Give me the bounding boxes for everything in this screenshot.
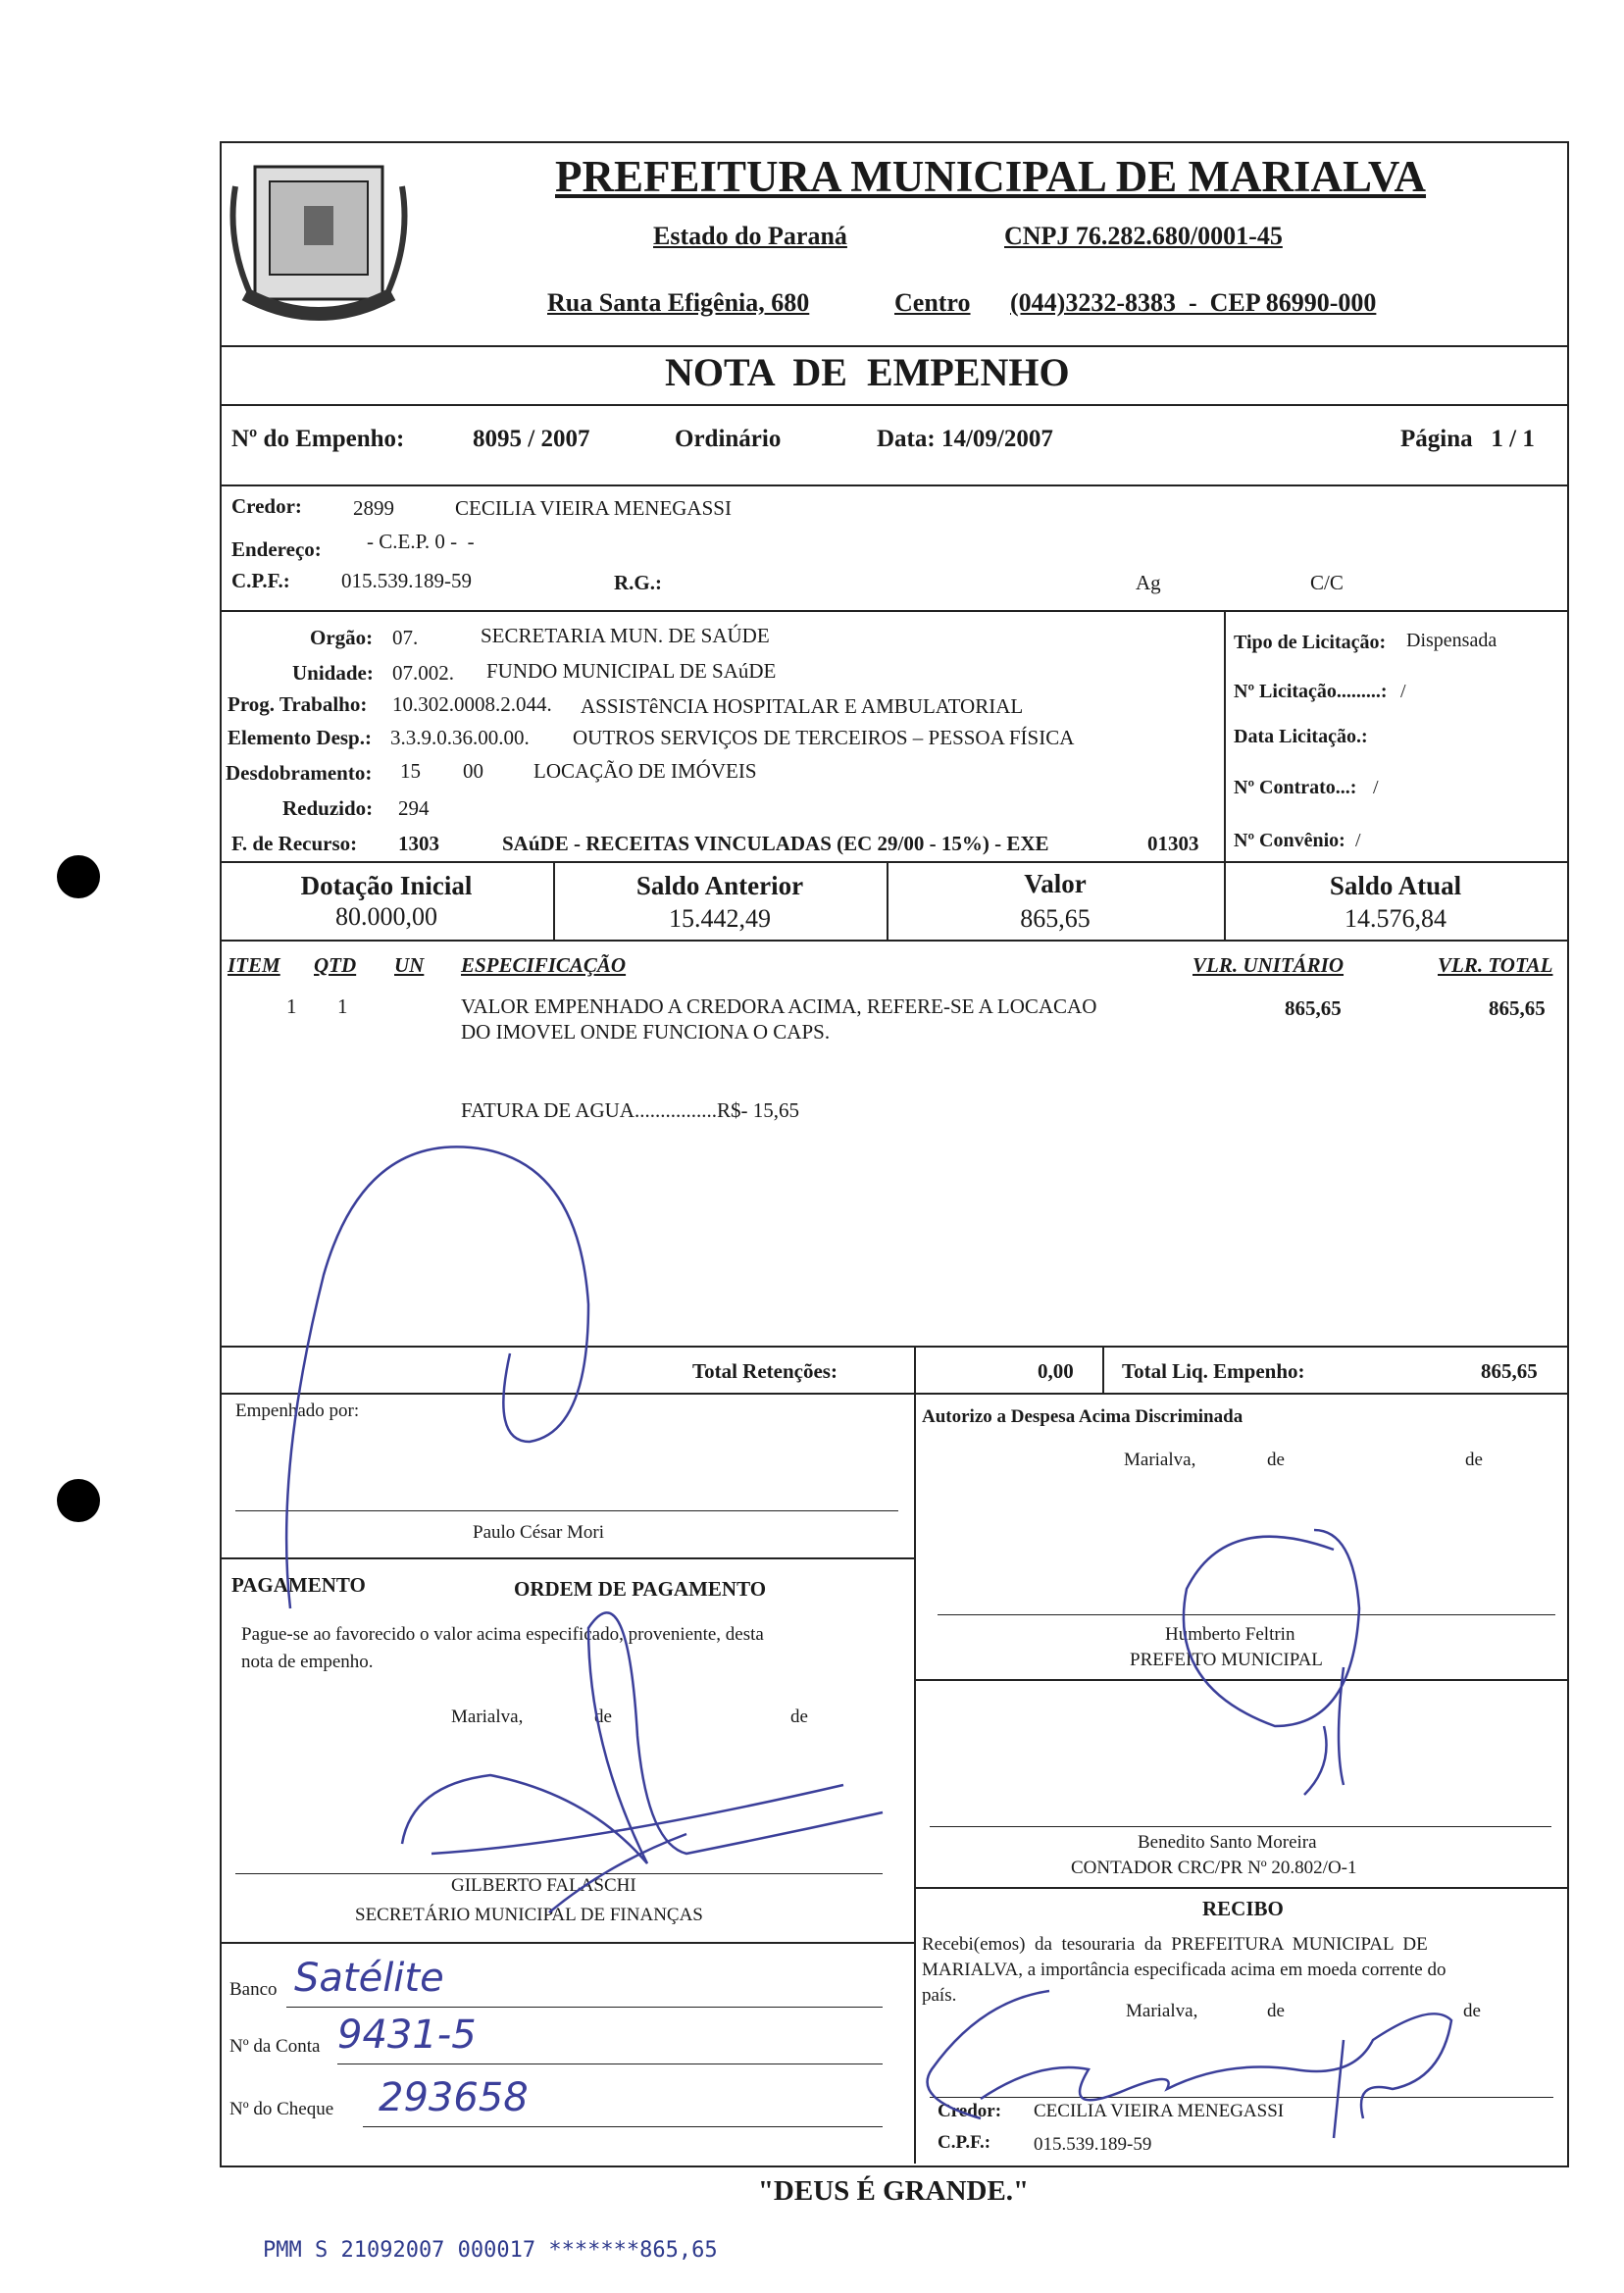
- tipo-licitacao-value: Dispensada: [1406, 630, 1497, 651]
- recibo-cpf-label: C.P.F.:: [938, 2132, 991, 2153]
- desdobramento-code: 15: [400, 759, 421, 783]
- liq-empenho-label: Total Liq. Empenho:: [1122, 1359, 1305, 1383]
- bank-stamp: PMM S 21092007 000017 *******865,65: [263, 2238, 718, 2263]
- autorizo-label: Autorizo a Despesa Acima Discriminada: [922, 1406, 1243, 1427]
- recibo-text-line-2: MARIALVA, a importância especificada acima em moeda corrente do: [922, 1960, 1446, 1980]
- desdobramento-label: Desdobramento:: [226, 761, 373, 785]
- autorizo-de-2: de: [1465, 1450, 1483, 1470]
- item-unit-value: 865,65: [1285, 996, 1342, 1020]
- header-state: Estado do Paraná: [653, 222, 847, 250]
- cheque-value: 293658: [379, 2075, 529, 2120]
- convenio-value: /: [1355, 830, 1361, 851]
- pagamento-label: PAGAMENTO: [231, 1573, 366, 1597]
- saldo-anterior-label: Saldo Anterior: [635, 871, 804, 900]
- pague-text-line-2: nota de empenho.: [241, 1652, 374, 1672]
- conta-label: Nº da Conta: [229, 2036, 321, 2057]
- recibo-text-line-3: país.: [922, 1985, 957, 2006]
- document-title: NOTA DE EMPENHO: [665, 350, 1070, 394]
- banco-label: Banco: [229, 1979, 278, 2000]
- ag-label: Ag: [1136, 571, 1161, 594]
- col-header-qtd: QTD: [314, 953, 357, 977]
- signature-credor: [928, 1991, 1451, 2138]
- valor-label: Valor: [1024, 869, 1087, 898]
- motto: "DEUS É GRANDE.": [757, 2175, 1030, 2207]
- saldo-anterior-value: 15.442,49: [669, 904, 771, 933]
- fonte-sub: 01303: [1147, 832, 1199, 855]
- prog-label: Prog. Trabalho:: [228, 692, 368, 716]
- header-address: Rua Santa Efigênia, 680: [547, 288, 810, 317]
- item-qty: 1: [337, 994, 348, 1018]
- convenio-label: Nº Convênio:: [1234, 830, 1345, 851]
- dotacao-label: Dotação Inicial: [300, 871, 473, 900]
- recibo-credor-label: Credor:: [938, 2101, 1002, 2121]
- num-licitacao-value: /: [1400, 681, 1406, 702]
- ordem-pagamento-label: ORDEM DE PAGAMENTO: [514, 1577, 767, 1601]
- cheque-label: Nº do Cheque: [229, 2099, 334, 2119]
- num-licitacao-label: Nº Licitação.........:: [1234, 681, 1388, 702]
- credor-code: 2899: [353, 496, 394, 520]
- autorizo-de-1: de: [1267, 1450, 1285, 1470]
- rg-label: R.G.:: [614, 571, 662, 594]
- unidade-name: FUNDO MUNICIPAL DE SAúDE: [486, 659, 777, 683]
- item-total-value: 865,65: [1489, 996, 1546, 1020]
- secretario-title: SECRETÁRIO MUNICIPAL DE FINANÇAS: [355, 1905, 703, 1925]
- prog-name: ASSISTêNCIA HOSPITALAR E AMBULATORIAL: [581, 694, 1024, 718]
- item-spec-line-3: FATURA DE AGUA................R$- 15,65: [461, 1098, 799, 1122]
- payment-city: Marialva,: [451, 1707, 524, 1727]
- col-header-un: UN: [394, 953, 425, 977]
- conta-value: 9431-5: [337, 2013, 477, 2058]
- empenhado-por-label: Empenhado por:: [235, 1401, 360, 1421]
- saldo-atual-value: 14.576,84: [1345, 904, 1446, 933]
- contador-title: CONTADOR CRC/PR Nº 20.802/O-1: [1071, 1858, 1357, 1878]
- cpf-value: 015.539.189-59: [341, 569, 472, 592]
- unidade-label: Unidade:: [292, 661, 374, 685]
- signature-prefeito: [1184, 1530, 1359, 1795]
- desdobramento-sub: 00: [463, 759, 483, 783]
- payment-de-2: de: [790, 1707, 808, 1727]
- contador-name: Benedito Santo Moreira: [1138, 1832, 1317, 1853]
- elemento-code: 3.3.9.0.36.00.00.: [390, 726, 530, 749]
- empenho-date: Data: 14/09/2007: [877, 426, 1053, 452]
- saldo-atual-label: Saldo Atual: [1329, 871, 1462, 900]
- credor-label: Credor:: [231, 494, 302, 518]
- signature-empenhado: [286, 1146, 588, 1608]
- orgao-label: Orgão:: [310, 626, 374, 649]
- header-phone-cep: (044)3232-8383 - CEP 86990-000: [1010, 288, 1377, 317]
- col-header-vlr-total: VLR. TOTAL: [1438, 953, 1553, 977]
- orgao-code: 07.: [392, 626, 419, 649]
- valor-value: 865,65: [1020, 904, 1091, 933]
- data-licitacao-label: Data Licitação.:: [1234, 726, 1368, 747]
- empenho-type: Ordinário: [675, 426, 782, 452]
- prog-code: 10.302.0008.2.044.: [392, 692, 552, 716]
- recibo-credor-name: CECILIA VIEIRA MENEGASSI: [1034, 2101, 1285, 2121]
- prefeito-title: PREFEITO MUNICIPAL: [1130, 1650, 1323, 1670]
- retencoes-label: Total Retenções:: [692, 1359, 837, 1383]
- cpf-label: C.P.F.:: [231, 569, 290, 592]
- pague-text-line-1: Pague-se ao favorecido o valor acima especificado, proveniente, desta: [241, 1624, 764, 1645]
- reduzido-label: Reduzido:: [282, 796, 374, 820]
- prefeito-name: Humberto Feltrin: [1165, 1624, 1295, 1645]
- page-number: Página 1 / 1: [1400, 426, 1535, 452]
- fonte-name: SAúDE - RECEITAS VINCULADAS (EC 29/00 - 15%) - EXE: [502, 832, 1049, 855]
- empenho-label: Nº do Empenho:: [231, 426, 405, 452]
- header-cnpj: CNPJ 76.282.680/0001-45: [1004, 222, 1283, 250]
- item-number: 1: [286, 994, 297, 1018]
- desdobramento-name: LOCAÇÃO DE IMÓVEIS: [533, 759, 757, 783]
- liq-empenho-value: 865,65: [1481, 1359, 1538, 1383]
- recibo-label: RECIBO: [1202, 1897, 1284, 1920]
- dotacao-value: 80.000,00: [335, 902, 437, 931]
- retencoes-value: 0,00: [1038, 1359, 1074, 1383]
- recibo-de-1: de: [1267, 2001, 1285, 2021]
- banco-value: Satélite: [294, 1956, 444, 2001]
- recibo-de-2: de: [1463, 2001, 1481, 2021]
- col-header-especificacao: ESPECIFICAÇÃO: [461, 953, 627, 977]
- orgao-name: SECRETARIA MUN. DE SAÚDE: [481, 624, 770, 647]
- unidade-code: 07.002.: [392, 661, 454, 685]
- tipo-licitacao-label: Tipo de Licitação:: [1234, 632, 1387, 653]
- contrato-label: Nº Contrato...:: [1234, 777, 1357, 798]
- empenho-number: 8095 / 2007: [473, 426, 590, 452]
- fonte-label: F. de Recurso:: [231, 832, 358, 855]
- cc-label: C/C: [1310, 571, 1344, 594]
- autorizo-city: Marialva,: [1124, 1450, 1196, 1470]
- col-header-vlr-unitario: VLR. UNITÁRIO: [1193, 953, 1345, 977]
- item-spec-line-1: VALOR EMPENHADO A CREDORA ACIMA, REFERE-SE A LOCACAO: [461, 994, 1097, 1018]
- payment-de-1: de: [594, 1707, 612, 1727]
- fonte-code: 1303: [398, 832, 439, 855]
- item-spec-line-2: DO IMOVEL ONDE FUNCIONA O CAPS.: [461, 1020, 831, 1044]
- elemento-name: OUTROS SERVIÇOS DE TERCEIROS – PESSOA FÍSICA: [573, 726, 1075, 749]
- recibo-text-line-1: Recebi(emos) da tesouraria da PREFEITURA MUNICIPAL DE: [922, 1934, 1428, 1955]
- secretario-name: GILBERTO FALASCHI: [451, 1875, 636, 1896]
- signature-secretario: [402, 1612, 883, 1912]
- contrato-value: /: [1373, 777, 1379, 798]
- reduzido-value: 294: [398, 796, 430, 820]
- endereco-label: Endereço:: [231, 537, 322, 561]
- col-header-item: ITEM: [228, 953, 280, 977]
- header-district: Centro: [894, 288, 971, 317]
- elemento-label: Elemento Desp.:: [228, 726, 372, 749]
- recibo-city: Marialva,: [1126, 2001, 1198, 2021]
- credor-name: CECILIA VIEIRA MENEGASSI: [455, 496, 732, 520]
- header-title: PREFEITURA MUNICIPAL DE MARIALVA: [555, 152, 1427, 201]
- recibo-cpf-value: 015.539.189-59: [1034, 2134, 1152, 2155]
- endereco-value: - C.E.P. 0 - -: [367, 530, 475, 553]
- empenhado-por-name: Paulo César Mori: [473, 1522, 605, 1543]
